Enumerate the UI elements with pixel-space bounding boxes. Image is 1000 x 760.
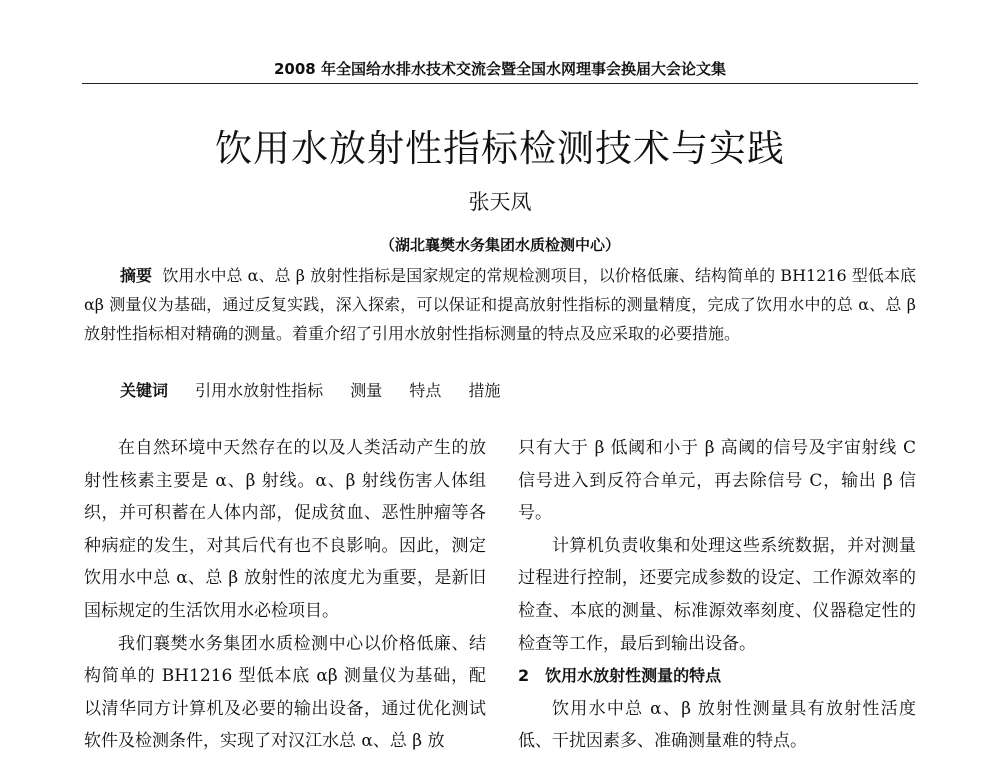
section-title: 饮用水放射性测量的特点 — [545, 666, 722, 686]
body-paragraph: 只有大于 β 低阈和小于 β 高阈的信号及宇宙射线 C 信号进入到反符合单元，再去除信号 C，输出 β 信号。 — [518, 438, 916, 524]
paper-title: 饮用水放射性指标检测技术与实践 — [215, 127, 785, 170]
abstract-label: 摘要 — [120, 266, 153, 285]
body-paragraph: 饮用水中总 α、β 放射性测量具有放射性活度低、干扰因素多、准确测量难的特点。 — [518, 698, 916, 752]
keyword: 措施 — [468, 381, 501, 400]
abstract-text: 饮用水中总 α、总 β 放射性指标是国家规定的常规检测项目，以价格低廉、结构简单的 BH1216 型低本底 αβ 测量仪为基础，通过反复实践，深入探索，可以保证和提高放射性指标的测量精度，完成了饮用水中的总 α、总 β 放射性指标相对精确的测量。着重介绍了引用水放射性指标测量的特点及应采取的必要措施。 — [84, 266, 916, 343]
body-paragraph: 计算机负责收集和处理这些系统数据，并对测量过程进行控制，还要完成参数的设定、工作源效率的检查、本底的测量、标准源效率刻度、仪器稳定性的检查等工作，最后到输出设备。 — [518, 535, 916, 654]
body-paragraph: 在自然环境中天然存在的以及人类活动产生的放射性核素主要是 α、β 射线。α、β 射线伤害人体组织，并可积蓄在人体内部，促成贫血、恶性肿瘤等各种病症的发生，对其后代有也不良影响。因此，测定饮用水中总 α、总 β 放射性的浓度尤为重要，是新旧国标规定的生活饮用水必检项目。 — [84, 438, 486, 621]
section-number: 2 — [518, 666, 530, 686]
keyword: 测量 — [350, 381, 383, 400]
body-left-column — [84, 432, 486, 758]
section-heading — [518, 660, 916, 693]
keywords-label: 关键词 — [120, 381, 169, 400]
keyword: 引用水放射性指标 — [195, 381, 324, 400]
keywords — [120, 376, 910, 405]
author-name: 张天凤 — [468, 190, 532, 214]
body-right-column — [518, 432, 916, 758]
running-header: 2008 年全国给水排水技术交流会暨全国水网理事会换届大会论文集 — [274, 60, 726, 78]
keyword: 特点 — [409, 381, 442, 400]
header-rule — [82, 83, 918, 84]
affiliation: （湖北襄樊水务集团水质检测中心） — [379, 236, 620, 254]
abstract — [84, 261, 916, 348]
body-paragraph: 我们襄樊水务集团水质检测中心以价格低廉、结构简单的 BH1216 型低本底 αβ 测量仪为基础，配以清华同方计算机及必要的输出设备，通过优化测试软件及检测条件，实现了对汉江水总 α、总 β 放 — [84, 633, 486, 752]
